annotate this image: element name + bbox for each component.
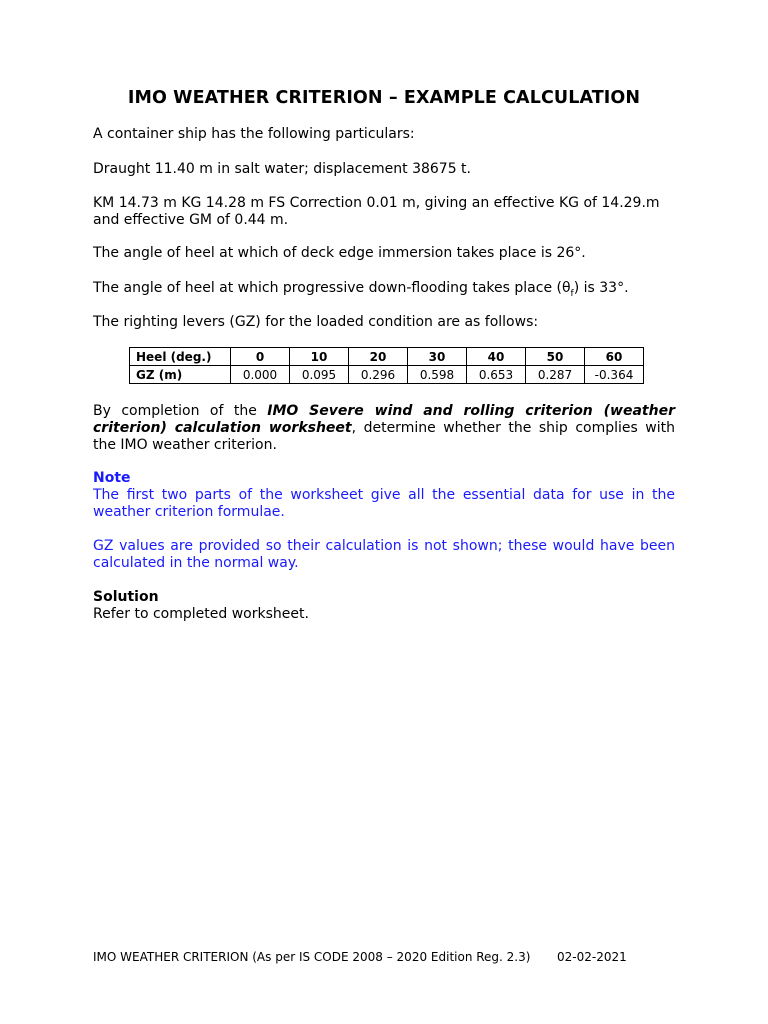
note-heading: Note [93, 470, 131, 486]
intro-text: A container ship has the following particulars: [93, 126, 415, 142]
righting-levers-text: The righting levers (GZ) for the loaded condition are as follows: [93, 314, 539, 330]
heel-cell: 40 [467, 348, 526, 366]
gz-cell: 0.287 [526, 366, 585, 384]
heel-cell: 20 [349, 348, 408, 366]
km-kg-text: KM 14.73 m KG 14.28 m FS Correction 0.01 m, giving an effective KG of 14.29.m and effective GM of 0.44 m. [93, 195, 660, 228]
heel-cell: 50 [526, 348, 585, 366]
table-row-gz [130, 366, 644, 384]
completion-pre: By completion of the [93, 403, 268, 419]
gz-cell: 0.000 [231, 366, 290, 384]
completion-text [93, 403, 675, 454]
footer-text: IMO WEATHER CRITERION (As per IS CODE 2008 – 2020 Edition Reg. 2.3) [93, 950, 531, 964]
note-line-1: The first two parts of the worksheet give all the essential data for use in the weather criterion formulae. [93, 487, 675, 520]
heel-cell: 60 [585, 348, 644, 366]
solution-heading: Solution [93, 589, 159, 605]
gz-cell: 0.598 [408, 366, 467, 384]
page-title: IMO WEATHER CRITERION – EXAMPLE CALCULATION [127, 88, 641, 108]
heel-cell: 10 [290, 348, 349, 366]
note-line-2: GZ values are provided so their calculation is not shown; these would have been calculated in the normal way. [93, 538, 675, 571]
downflooding-post: ) is 33°. [573, 280, 629, 296]
table-row-heel [130, 348, 644, 366]
footer-date: 02-02-2021 [557, 950, 627, 964]
gz-table [129, 347, 644, 384]
completion-post: , determine whether the ship complies with the IMO weather criterion. [93, 420, 675, 453]
heel-cell: 30 [408, 348, 467, 366]
gz-cell: 0.095 [290, 366, 349, 384]
heel-header: Heel (deg.) [130, 348, 231, 366]
downflooding-text [93, 280, 675, 303]
downflooding-pre: The angle of heel at which progressive down-flooding takes place (θ [93, 280, 571, 296]
gz-cell: 0.653 [467, 366, 526, 384]
deck-edge-text: The angle of heel at which of deck edge immersion takes place is 26°. [93, 245, 586, 261]
gz-header: GZ (m) [130, 366, 231, 384]
downflooding-subscript: f [570, 288, 574, 299]
worksheet-name: IMO Severe wind and rolling criterion (weather criterion) calculation worksheet [93, 403, 675, 436]
gz-cell: -0.364 [585, 366, 644, 384]
heel-cell: 0 [231, 348, 290, 366]
solution-text: Refer to completed worksheet. [93, 606, 309, 622]
gz-cell: 0.296 [349, 366, 408, 384]
draught-text: Draught 11.40 m in salt water; displacement 38675 t. [93, 161, 471, 177]
